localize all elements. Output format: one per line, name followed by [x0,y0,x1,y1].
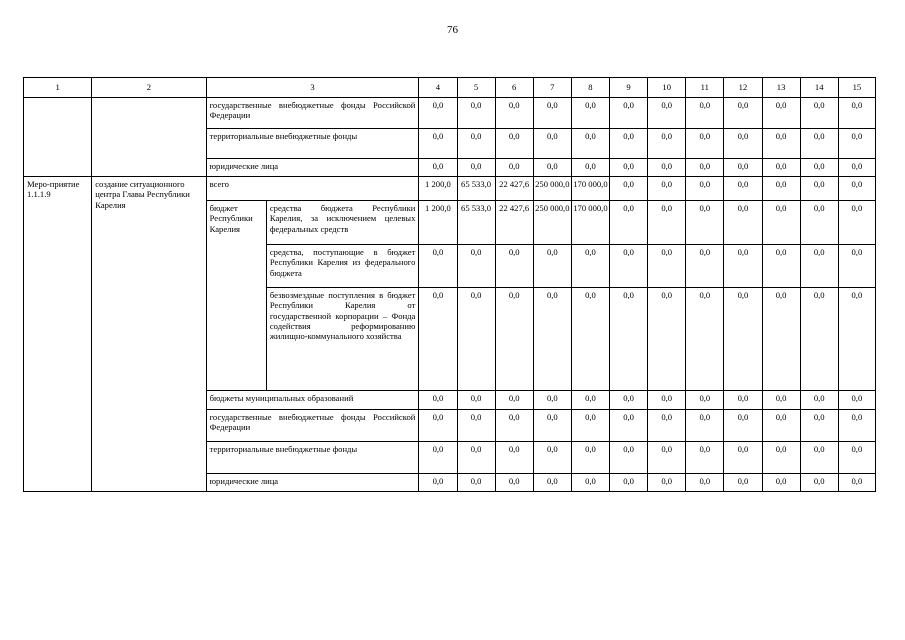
value-cell: 0,0 [724,442,762,474]
value-cell: 0,0 [571,288,609,391]
header-cell: 11 [686,78,724,98]
value-cell: 0,0 [571,442,609,474]
table-row [24,177,876,201]
value-cell: 0,0 [419,245,457,288]
value-cell: 0,0 [838,288,875,391]
value-cell: 0,0 [419,159,457,177]
value-cell: 0,0 [419,442,457,474]
value-cell: 0,0 [648,98,686,129]
value-cell: 0,0 [457,391,495,410]
header-cell: 4 [419,78,457,98]
value-cell: 0,0 [762,98,800,129]
measure-code: Меро-приятие 1.1.1.9 [24,177,92,492]
value-cell: 0,0 [762,391,800,410]
header-cell: 1 [24,78,92,98]
value-cell: 0,0 [571,245,609,288]
value-cell: 0,0 [457,245,495,288]
header-cell: 2 [92,78,206,98]
header-cell: 3 [206,78,419,98]
value-cell: 1 200,0 [419,177,457,201]
value-cell: 0,0 [571,391,609,410]
value-cell: 0,0 [457,288,495,391]
value-cell: 0,0 [838,410,875,442]
value-cell: 0,0 [648,245,686,288]
value-cell: 0,0 [495,159,533,177]
value-cell: 0,0 [457,474,495,492]
row-label: средства бюджета Республики Карелия, за исключением целевых федеральных средств [266,201,419,245]
value-cell: 0,0 [762,201,800,245]
value-cell: 0,0 [762,288,800,391]
value-cell: 0,0 [800,245,838,288]
value-cell: 250 000,0 [533,177,571,201]
value-cell: 0,0 [762,177,800,201]
value-cell: 0,0 [419,391,457,410]
header-row [24,78,876,98]
header-cell: 15 [838,78,875,98]
value-cell: 0,0 [800,442,838,474]
value-cell: 0,0 [648,474,686,492]
value-cell: 0,0 [457,98,495,129]
value-cell: 0,0 [610,98,648,129]
value-cell: 0,0 [648,391,686,410]
empty-cell [92,98,206,177]
value-cell: 0,0 [533,98,571,129]
value-cell: 0,0 [610,245,648,288]
value-cell: 0,0 [838,129,875,159]
row-label: территориальные внебюджетные фонды [206,442,419,474]
value-cell: 0,0 [686,245,724,288]
value-cell: 0,0 [838,201,875,245]
value-cell: 0,0 [762,159,800,177]
value-cell: 0,0 [800,159,838,177]
value-cell: 0,0 [686,159,724,177]
header-cell: 10 [648,78,686,98]
value-cell: 0,0 [838,442,875,474]
value-cell: 0,0 [800,391,838,410]
value-cell: 0,0 [610,177,648,201]
value-cell: 0,0 [610,391,648,410]
value-cell: 0,0 [686,288,724,391]
value-cell: 0,0 [686,129,724,159]
value-cell: 0,0 [762,442,800,474]
value-cell: 0,0 [762,474,800,492]
value-cell: 0,0 [762,245,800,288]
value-cell: 0,0 [800,201,838,245]
row-label: средства, поступающие в бюджет Республики Карелия из федерального бюджета [266,245,419,288]
value-cell: 0,0 [686,442,724,474]
value-cell: 0,0 [495,98,533,129]
value-cell: 0,0 [648,129,686,159]
value-cell: 65 533,0 [457,201,495,245]
value-cell: 0,0 [800,288,838,391]
value-cell: 0,0 [838,245,875,288]
measure-name: создание ситуационного центра Главы Республики Карелия [92,177,206,492]
value-cell: 0,0 [838,391,875,410]
row-label: юридические лица [206,159,419,177]
value-cell: 0,0 [571,159,609,177]
value-cell: 0,0 [686,177,724,201]
value-cell: 0,0 [495,391,533,410]
header-cell: 9 [610,78,648,98]
value-cell: 0,0 [686,410,724,442]
value-cell: 0,0 [610,159,648,177]
value-cell: 0,0 [419,474,457,492]
value-cell: 0,0 [686,474,724,492]
value-cell: 0,0 [533,474,571,492]
header-cell: 14 [800,78,838,98]
value-cell: 0,0 [686,98,724,129]
value-cell: 0,0 [533,391,571,410]
value-cell: 0,0 [533,442,571,474]
header-cell: 5 [457,78,495,98]
value-cell: 0,0 [838,98,875,129]
value-cell: 0,0 [571,98,609,129]
budget-group-label: бюджет Республики Карелия [206,201,266,391]
value-cell: 0,0 [724,98,762,129]
value-cell: 0,0 [648,442,686,474]
value-cell: 0,0 [724,410,762,442]
value-cell: 0,0 [648,201,686,245]
value-cell: 0,0 [533,245,571,288]
value-cell: 0,0 [419,410,457,442]
row-label: всего [206,177,419,201]
value-cell: 0,0 [724,159,762,177]
value-cell: 0,0 [571,474,609,492]
value-cell: 0,0 [838,474,875,492]
value-cell: 0,0 [495,288,533,391]
row-label: безвозмездные поступления в бюджет Республики Карелия от государственной корпорации – Фонда содействия реформированию жилищно-коммунального хозяйства [266,288,419,391]
header-cell: 8 [571,78,609,98]
value-cell: 0,0 [533,410,571,442]
header-cell: 6 [495,78,533,98]
value-cell: 0,0 [533,159,571,177]
value-cell: 0,0 [495,245,533,288]
value-cell: 0,0 [495,474,533,492]
value-cell: 0,0 [648,288,686,391]
value-cell: 0,0 [495,442,533,474]
value-cell: 0,0 [724,201,762,245]
value-cell: 0,0 [724,391,762,410]
table-row [24,98,876,129]
row-label: бюджеты муниципальных образований [206,391,419,410]
value-cell: 0,0 [838,159,875,177]
value-cell: 250 000,0 [533,201,571,245]
header-cell: 7 [533,78,571,98]
value-cell: 0,0 [610,129,648,159]
value-cell: 0,0 [571,129,609,159]
value-cell: 0,0 [648,177,686,201]
budget-table [23,77,876,492]
value-cell: 0,0 [457,442,495,474]
value-cell: 0,0 [533,129,571,159]
value-cell: 0,0 [724,129,762,159]
value-cell: 1 200,0 [419,201,457,245]
page-number: 76 [447,24,458,36]
value-cell: 0,0 [610,474,648,492]
value-cell: 0,0 [495,410,533,442]
row-label: территориальные внебюджетные фонды [206,129,419,159]
value-cell: 0,0 [419,129,457,159]
value-cell: 22 427,6 [495,201,533,245]
value-cell: 0,0 [800,98,838,129]
value-cell: 0,0 [571,410,609,442]
value-cell: 0,0 [457,410,495,442]
value-cell: 0,0 [724,245,762,288]
header-cell: 12 [724,78,762,98]
value-cell: 170 000,0 [571,177,609,201]
value-cell: 0,0 [762,129,800,159]
value-cell: 0,0 [762,410,800,442]
value-cell: 0,0 [800,177,838,201]
value-cell: 0,0 [686,201,724,245]
value-cell: 0,0 [724,288,762,391]
value-cell: 0,0 [419,98,457,129]
value-cell: 0,0 [610,288,648,391]
row-label: юридические лица [206,474,419,492]
value-cell: 0,0 [686,391,724,410]
value-cell: 0,0 [648,410,686,442]
value-cell: 0,0 [800,410,838,442]
value-cell: 0,0 [533,288,571,391]
value-cell: 22 427,6 [495,177,533,201]
row-label: государственные внебюджетные фонды Российской Федерации [206,98,419,129]
value-cell: 65 533,0 [457,177,495,201]
value-cell: 0,0 [648,159,686,177]
value-cell: 0,0 [838,177,875,201]
value-cell: 0,0 [724,474,762,492]
value-cell: 170 000,0 [571,201,609,245]
value-cell: 0,0 [724,177,762,201]
value-cell: 0,0 [610,410,648,442]
value-cell: 0,0 [495,129,533,159]
value-cell: 0,0 [610,201,648,245]
empty-cell [24,98,92,177]
value-cell: 0,0 [457,159,495,177]
value-cell: 0,0 [800,474,838,492]
value-cell: 0,0 [457,129,495,159]
header-cell: 13 [762,78,800,98]
value-cell: 0,0 [419,288,457,391]
value-cell: 0,0 [610,442,648,474]
value-cell: 0,0 [800,129,838,159]
row-label: государственные внебюджетные фонды Российской Федерации [206,410,419,442]
